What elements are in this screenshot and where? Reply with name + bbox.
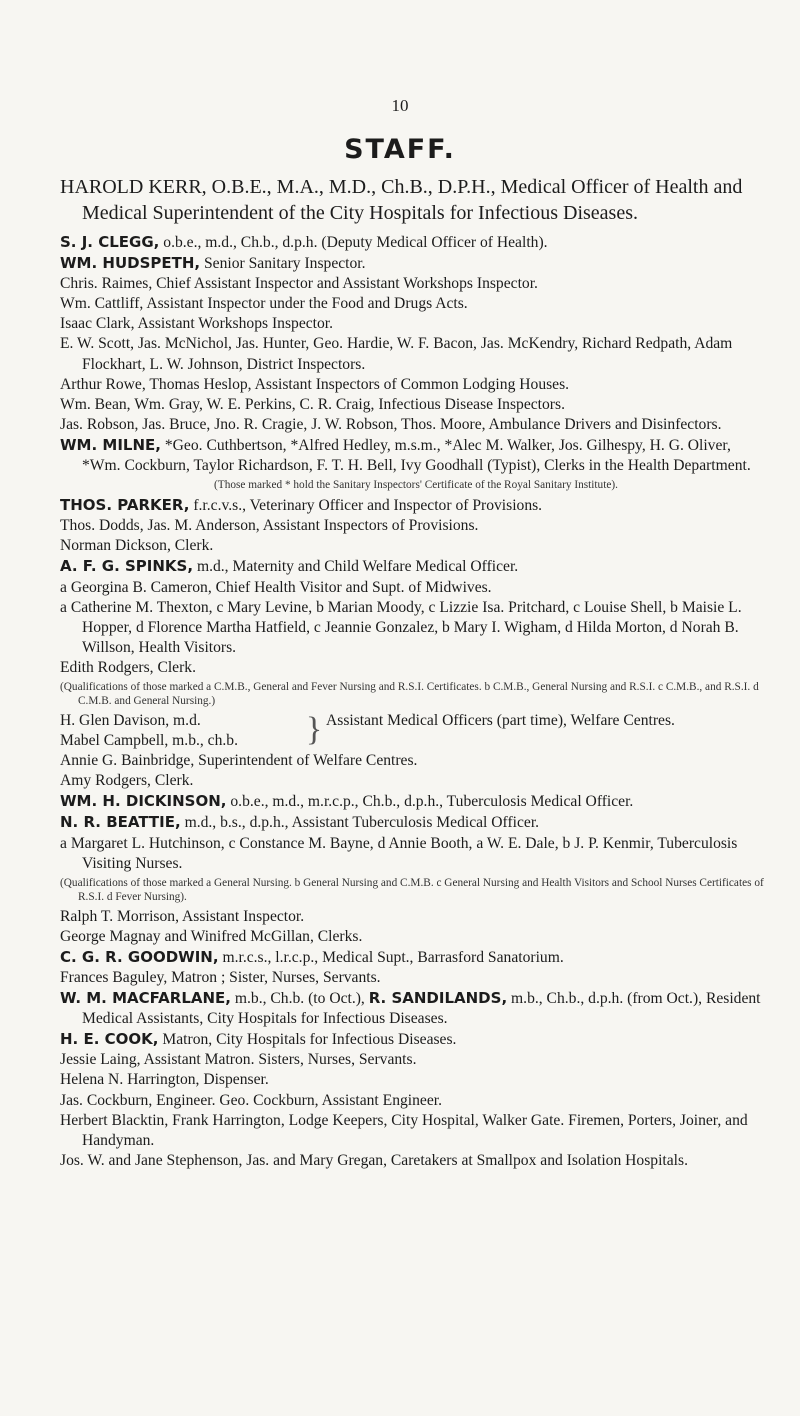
staff-entry-text: Edith Rodgers, Clerk. xyxy=(60,658,196,676)
note-qualifications-nurses: (Qualifications of those marked a General Nursing. b General Nursing and C.M.B. c General Nursing and Health Visitors and School Nurses Certificates of R.S.I. d Fever Nursing). xyxy=(60,876,764,903)
staff-entry-text: f.r.c.v.s., Veterinary Officer and Inspector of Provisions. xyxy=(189,497,543,515)
staff-list xyxy=(60,174,772,1171)
staff-entry-text: Jessie Laing, Assistant Matron. Sisters, Nurses, Servants. xyxy=(60,1051,417,1069)
staff-entry xyxy=(60,495,772,516)
staff-group-tuberculosis xyxy=(60,751,772,874)
staff-entry-text: E. W. Scott, Jas. McNichol, Jas. Hunter, Geo. Hardie, W. F. Bacon, Jas. McKendry, Richard Redpath, Adam Flockhart, L. W. Johnson, District Inspectors. xyxy=(60,335,733,373)
staff-entry-text: m.d., b.s., d.p.h., Assistant Tuberculosis Medical Officer. xyxy=(180,814,540,832)
staff-entry-text: Jos. W. and Jane Stephenson, Jas. and Mary Gregan, Caretakers at Smallpox and Isolation Hospitals. xyxy=(60,1151,688,1169)
staff-entry xyxy=(60,578,772,598)
staff-entry xyxy=(60,274,772,294)
staff-entry-text: o.b.e., m.d., Ch.b., d.p.h. (Deputy Medical Officer of Health). xyxy=(159,234,548,251)
staff-entry xyxy=(60,294,772,314)
staff-entry-text: Ralph T. Morrison, Assistant Inspector. xyxy=(60,907,305,925)
staff-entry xyxy=(60,536,772,556)
staff-entry xyxy=(60,375,772,395)
staff-entry xyxy=(60,395,772,415)
staff-entry-head: C. G. R. GOODWIN, xyxy=(60,947,219,966)
staff-entry-head: R. SANDILANDS, xyxy=(368,989,508,1008)
staff-entry xyxy=(60,253,772,274)
staff-entry-text: m.b., Ch.b., d.p.h. (from Oct.), Resident Medical Assistants, City Hospitals for Infectious Diseases. xyxy=(82,990,761,1028)
staff-entry xyxy=(60,314,772,334)
staff-entry xyxy=(60,1111,772,1151)
staff-entry xyxy=(60,415,772,435)
staff-group-hospitals xyxy=(60,907,772,1171)
staff-entry xyxy=(60,771,772,791)
staff-entry-text: m.d., Maternity and Child Welfare Medical Officer. xyxy=(193,558,519,576)
staff-entry-text: m.b., Ch.b. (to Oct.), xyxy=(230,990,369,1008)
staff-entry xyxy=(60,834,772,874)
staff-entry xyxy=(60,556,772,577)
staff-entry-head: S. J. CLEGG, xyxy=(60,233,160,251)
staff-entry-text: m.r.c.s., l.r.c.p., Medical Supt., Barrasford Sanatorium. xyxy=(218,948,564,966)
staff-entry xyxy=(60,812,772,833)
staff-entry xyxy=(60,334,772,374)
staff-entry-text: Norman Dickson, Clerk. xyxy=(60,537,214,555)
assistant-mo-name: H. Glen Davison, m.d. xyxy=(60,711,201,729)
staff-entry-text: *Geo. Cuthbertson, *Alfred Hedley, m.s.m., *Alec M. Walker, Jos. Gilhespy, H. G. Oliver, *Wm. Cockburn, Taylor Richardson, F. T. H. Bell, Ivy Goodhall (Typist), Clerks in the Health Department. xyxy=(82,436,751,475)
staff-entry-text: a Georgina B. Cameron, Chief Health Visitor and Supt. of Midwives. xyxy=(60,578,492,596)
staff-entry xyxy=(60,751,772,771)
page-title: STAFF. xyxy=(344,134,456,165)
staff-entry xyxy=(60,1070,772,1090)
lead-entry: HAROLD KERR, O.B.E., M.A., M.D., Ch.B., D.P.H., Medical Officer of Health and Medical Superintendent of the City Hospitals for Infectious Diseases. xyxy=(60,176,743,224)
assistant-medical-officers xyxy=(60,711,772,751)
staff-entry xyxy=(60,435,772,476)
staff-entry-text: Jas. Cockburn, Engineer. Geo. Cockburn, Assistant Engineer. xyxy=(60,1091,442,1109)
staff-entry-text: Helena N. Harrington, Dispenser. xyxy=(60,1071,269,1089)
staff-entry xyxy=(60,232,772,253)
assistant-mo-description: Assistant Medical Officers (part time), Welfare Centres. xyxy=(326,711,675,729)
staff-entry-text: Wm. Bean, Wm. Gray, W. E. Perkins, C. R. Craig, Infectious Disease Inspectors. xyxy=(60,395,565,413)
staff-entry xyxy=(60,988,772,1029)
staff-entry-text: Frances Baguley, Matron ; Sister, Nurses, Servants. xyxy=(60,969,381,986)
staff-entry-text: Matron, City Hospitals for Infectious Diseases. xyxy=(158,1031,457,1049)
staff-entry xyxy=(60,907,772,927)
staff-entry-head: WM. MILNE, xyxy=(60,435,161,454)
staff-entry xyxy=(60,947,772,968)
staff-group-provisions-welfare xyxy=(60,495,772,678)
staff-entry-head: W. M. MACFARLANE, xyxy=(60,989,231,1008)
staff-entry xyxy=(60,1029,772,1050)
staff-entry-head: WM. H. DICKINSON, xyxy=(60,792,227,811)
staff-entry xyxy=(60,658,772,678)
staff-entry-text: Senior Sanitary Inspector. xyxy=(200,255,366,273)
staff-entry xyxy=(60,968,772,988)
staff-entry-text: Isaac Clark, Assistant Workshops Inspector. xyxy=(60,315,334,333)
staff-entry-text: a Catherine M. Thexton, c Mary Levine, b Marian Moody, c Lizzie Isa. Pritchard, c Louise Shell, b Maisie L. Hopper, d Florence Martha Hatfield, c Jeannie Gonzalez, b Mary I. Wigham, d Hilda Morton, d Norah B. Willson, Health Visitors. xyxy=(60,598,742,656)
staff-group-sanitary xyxy=(60,232,772,476)
staff-entry-head: H. E. COOK, xyxy=(60,1030,159,1049)
assistant-mo-name: Mabel Campbell, m.b., ch.b. xyxy=(60,732,238,750)
staff-entry-head: N. R. BEATTIE, xyxy=(60,813,181,832)
staff-entry-text: Annie G. Bainbridge, Superintendent of Welfare Centres. xyxy=(60,752,418,770)
staff-entry xyxy=(60,1151,772,1171)
staff-entry-text: Arthur Rowe, Thomas Heslop, Assistant Inspectors of Common Lodging Houses. xyxy=(60,375,570,393)
staff-entry-head: THOS. PARKER, xyxy=(60,496,190,515)
page-number: 10 xyxy=(391,96,409,115)
brace-glyph: } xyxy=(305,710,323,748)
staff-entry-text: Jas. Robson, Jas. Bruce, Jno. R. Cragie, J. W. Robson, Thos. Moore, Ambulance Drivers and Disinfectors. xyxy=(60,415,722,433)
staff-entry xyxy=(60,1050,772,1070)
staff-entry xyxy=(60,516,772,536)
staff-entry-text: Herbert Blacktin, Frank Harrington, Lodge Keepers, City Hospital, Walker Gate. Firemen, Porters, Joiner, and Handyman. xyxy=(60,1111,748,1149)
note-sanitary-certificate: (Those marked * hold the Sanitary Inspectors' Certificate of the Royal Sanitary Institute). xyxy=(214,479,618,492)
staff-entry xyxy=(60,1091,772,1111)
staff-entry-text: Thos. Dodds, Jas. M. Anderson, Assistant Inspectors of Provisions. xyxy=(60,517,479,535)
staff-entry-text: Wm. Cattliff, Assistant Inspector under the Food and Drugs Acts. xyxy=(60,295,468,313)
staff-entry-text: o.b.e., m.d., m.r.c.p., Ch.b., d.p.h., Tuberculosis Medical Officer. xyxy=(226,793,634,811)
staff-entry-head: WM. HUDSPETH, xyxy=(60,254,201,273)
staff-entry xyxy=(60,927,772,947)
staff-entry xyxy=(60,598,772,658)
staff-entry-text: George Magnay and Winifred McGillan, Clerks. xyxy=(60,927,363,945)
staff-entry-text: a Margaret L. Hutchinson, c Constance M. Bayne, d Annie Booth, a W. E. Dale, b J. P. Kenmir, Tuberculosis Visiting Nurses. xyxy=(60,834,738,872)
staff-entry xyxy=(60,791,772,812)
note-qualifications-health-visitors: (Qualifications of those marked a C.M.B., General and Fever Nursing and R.S.I. Certificates. b C.M.B., General Nursing and R.S.I. c C.M.B., and R.S.I. d C.M.B. and General Nursing.) xyxy=(60,680,759,707)
staff-entry-text: Amy Rodgers, Clerk. xyxy=(60,772,194,790)
staff-entry-text: Chris. Raimes, Chief Assistant Inspector and Assistant Workshops Inspector. xyxy=(60,275,538,293)
staff-entry-head: A. F. G. SPINKS, xyxy=(60,557,194,576)
